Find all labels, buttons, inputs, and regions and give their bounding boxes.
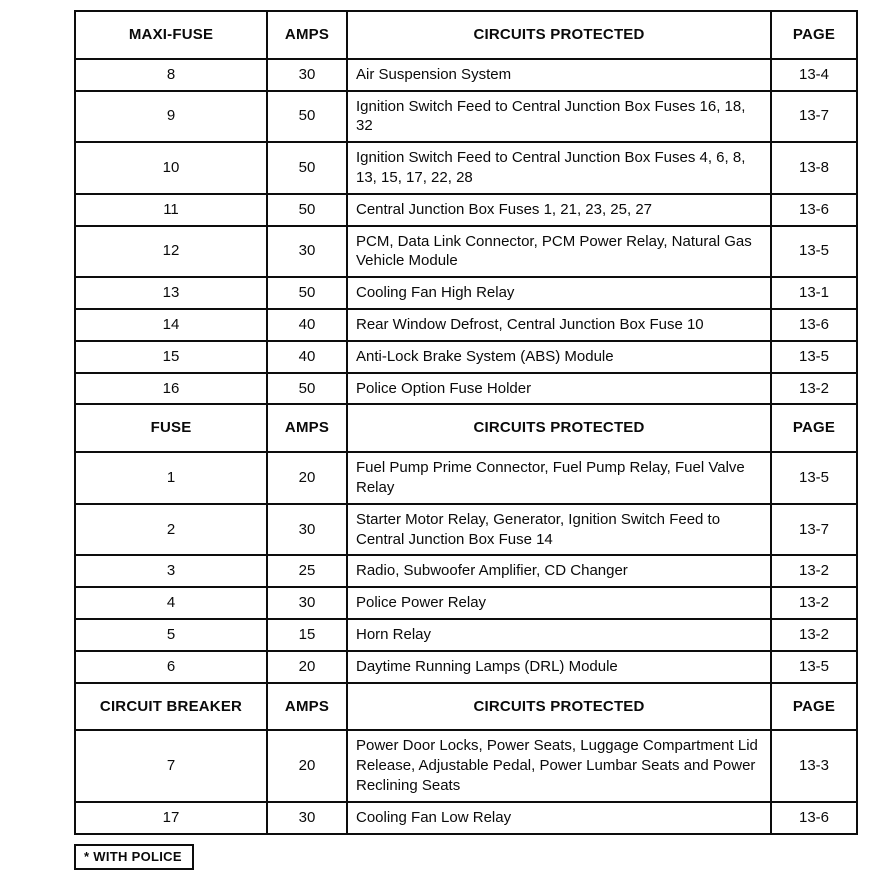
cell-amps: 50	[267, 91, 347, 143]
table-row	[75, 59, 857, 91]
cell-amps: 50	[267, 142, 347, 194]
cell-page: 13-5	[771, 341, 857, 373]
cell-page: 13-6	[771, 802, 857, 834]
cell-amps: 40	[267, 309, 347, 341]
table-row	[75, 587, 857, 619]
cell-circuits: Daytime Running Lamps (DRL) Module	[347, 651, 771, 683]
cell-amps: 25	[267, 555, 347, 587]
cell-id: 10	[75, 142, 267, 194]
fuse-table	[74, 10, 858, 835]
cell-id: 2	[75, 504, 267, 556]
cell-amps: 20	[267, 730, 347, 801]
table-row	[75, 504, 857, 556]
cell-id: 15	[75, 341, 267, 373]
table-row	[75, 226, 857, 278]
cell-circuits: Cooling Fan Low Relay	[347, 802, 771, 834]
cell-circuits: Anti-Lock Brake System (ABS) Module	[347, 341, 771, 373]
table-row	[75, 309, 857, 341]
footnote-box	[74, 844, 194, 870]
table-row	[75, 619, 857, 651]
cell-amps: 15	[267, 619, 347, 651]
cell-page: 13-7	[771, 91, 857, 143]
cell-amps: 30	[267, 226, 347, 278]
cell-circuits: Cooling Fan High Relay	[347, 277, 771, 309]
cell-id: 17	[75, 802, 267, 834]
cell-circuits: Police Option Fuse Holder	[347, 373, 771, 405]
column-header: CIRCUIT BREAKER	[75, 683, 267, 731]
section-header-row	[75, 11, 857, 59]
cell-page: 13-2	[771, 587, 857, 619]
fuse-table-body	[75, 11, 857, 834]
cell-id: 13	[75, 277, 267, 309]
cell-amps: 30	[267, 59, 347, 91]
cell-circuits: Ignition Switch Feed to Central Junction Box Fuses 16, 18, 32	[347, 91, 771, 143]
cell-circuits: Ignition Switch Feed to Central Junction Box Fuses 4, 6, 8, 13, 15, 17, 22, 28	[347, 142, 771, 194]
column-header: FUSE	[75, 404, 267, 452]
table-row	[75, 452, 857, 504]
section-header-row	[75, 683, 857, 731]
table-row	[75, 91, 857, 143]
table-row	[75, 194, 857, 226]
column-header: CIRCUITS PROTECTED	[347, 404, 771, 452]
cell-amps: 30	[267, 504, 347, 556]
cell-page: 13-5	[771, 452, 857, 504]
cell-page: 13-2	[771, 619, 857, 651]
cell-page: 13-2	[771, 555, 857, 587]
cell-id: 9	[75, 91, 267, 143]
cell-page: 13-1	[771, 277, 857, 309]
table-row	[75, 341, 857, 373]
table-row	[75, 555, 857, 587]
cell-circuits: Radio, Subwoofer Amplifier, CD Changer	[347, 555, 771, 587]
cell-id: 11	[75, 194, 267, 226]
cell-circuits: Air Suspension System	[347, 59, 771, 91]
cell-page: 13-3	[771, 730, 857, 801]
cell-id: 3	[75, 555, 267, 587]
cell-page: 13-6	[771, 309, 857, 341]
cell-amps: 20	[267, 651, 347, 683]
table-row	[75, 373, 857, 405]
table-row	[75, 802, 857, 834]
table-row	[75, 651, 857, 683]
column-header: AMPS	[267, 404, 347, 452]
cell-circuits: Police Power Relay	[347, 587, 771, 619]
cell-id: 12	[75, 226, 267, 278]
document-page	[0, 10, 886, 888]
cell-id: 8	[75, 59, 267, 91]
cell-page: 13-5	[771, 651, 857, 683]
cell-page: 13-7	[771, 504, 857, 556]
cell-circuits: Fuel Pump Prime Connector, Fuel Pump Relay, Fuel Valve Relay	[347, 452, 771, 504]
footnote-text: * WITH POLICE	[84, 848, 182, 864]
cell-page: 13-2	[771, 373, 857, 405]
cell-amps: 50	[267, 373, 347, 405]
cell-id: 16	[75, 373, 267, 405]
column-header: AMPS	[267, 683, 347, 731]
cell-id: 5	[75, 619, 267, 651]
cell-id: 6	[75, 651, 267, 683]
cell-page: 13-4	[771, 59, 857, 91]
cell-id: 7	[75, 730, 267, 801]
cell-amps: 20	[267, 452, 347, 504]
column-header: CIRCUITS PROTECTED	[347, 11, 771, 59]
table-row	[75, 277, 857, 309]
column-header: AMPS	[267, 11, 347, 59]
column-header: PAGE	[771, 11, 857, 59]
cell-circuits: Horn Relay	[347, 619, 771, 651]
column-header: PAGE	[771, 683, 857, 731]
cell-amps: 40	[267, 341, 347, 373]
cell-id: 4	[75, 587, 267, 619]
table-row	[75, 730, 857, 801]
cell-amps: 50	[267, 194, 347, 226]
cell-id: 14	[75, 309, 267, 341]
cell-amps: 30	[267, 587, 347, 619]
table-row	[75, 142, 857, 194]
cell-circuits: PCM, Data Link Connector, PCM Power Relay, Natural Gas Vehicle Module	[347, 226, 771, 278]
cell-amps: 30	[267, 802, 347, 834]
column-header: CIRCUITS PROTECTED	[347, 683, 771, 731]
cell-page: 13-5	[771, 226, 857, 278]
cell-circuits: Power Door Locks, Power Seats, Luggage Compartment Lid Release, Adjustable Pedal, Power Lumbar Seats and Power Reclining Seats	[347, 730, 771, 801]
cell-id: 1	[75, 452, 267, 504]
cell-page: 13-6	[771, 194, 857, 226]
cell-circuits: Central Junction Box Fuses 1, 21, 23, 25, 27	[347, 194, 771, 226]
cell-circuits: Rear Window Defrost, Central Junction Box Fuse 10	[347, 309, 771, 341]
cell-amps: 50	[267, 277, 347, 309]
column-header: MAXI-FUSE	[75, 11, 267, 59]
section-header-row	[75, 404, 857, 452]
cell-page: 13-8	[771, 142, 857, 194]
column-header: PAGE	[771, 404, 857, 452]
cell-circuits: Starter Motor Relay, Generator, Ignition Switch Feed to Central Junction Box Fuse 14	[347, 504, 771, 556]
